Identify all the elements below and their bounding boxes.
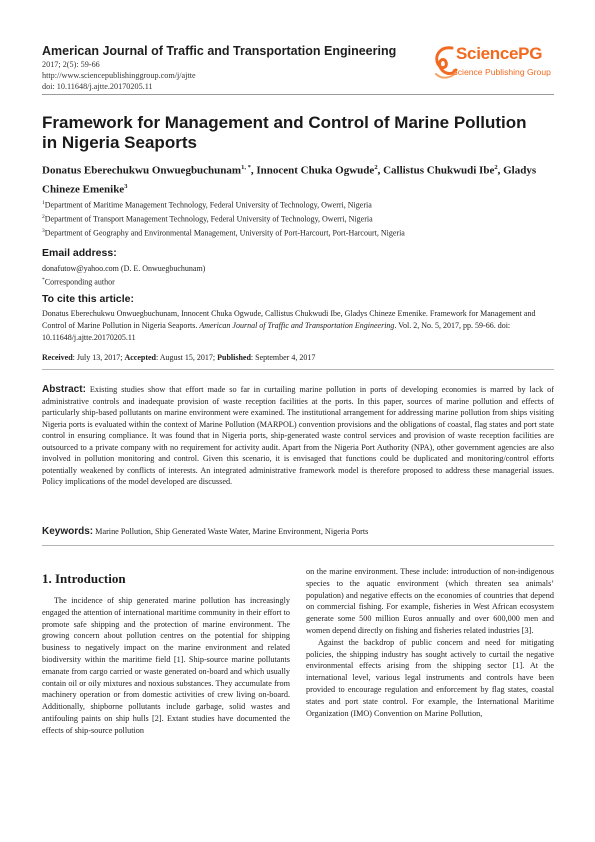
author-sup: 3 (124, 183, 128, 191)
affiliation: $^1$Department of Maritime Management Technology, Federal University of Technology, Owerri, Nigeria (42, 200, 372, 210)
abstract-label: Abstract: (42, 384, 86, 395)
keywords (42, 526, 554, 537)
keywords-text: Marine Pollution, Ship Generated Waste Water, Marine Environment, Nigeria Ports (95, 527, 369, 536)
logo-subtitle: Science Publishing Group (452, 67, 551, 77)
logo-name: SciencePG (456, 44, 543, 63)
journal-url[interactable]: http://www.sciencepublishinggroup.com/j/ajtte (42, 71, 196, 80)
intro-right-column (306, 566, 554, 719)
section-divider (42, 545, 554, 546)
author-list: Donatus Eberechukwu Onwuegbuchunam$^{1, *}$, Innocent Chuka Ogwude$^2$, Callistus Chukwudi Ibe$^2$, Gladys Chineze Emenike$^3$ (42, 164, 537, 196)
citation-journal: American Journal of Traffic and Transportation Engineering (199, 321, 395, 330)
author-name: Callistus Chukwudi Ibe (383, 164, 495, 177)
abstract-text: Existing studies show that effort made so far in curtailing marine pollution in ports of developing economies is marred by lack of administrative controls and inadequate provision of waste reception facilities at the ports. In this paper, sources of marine pollution and effects of particularly ship-based pollutants on marine environment were examined. The institutional arrangement for addressing marine pollution from ships visiting Nigeria ports is evaluated within the context of Marine Pollution (MARPOL) convention provisions and the obligations of coastal, flag states and port state control in ensuring compliance. It was found that in Nigeria ports, ship-generated waste control services and provision of waste reception facilities are outsourced to a private company with no requirement for activity audit. Apart from the Nigeria Port Authority (NPA), other government agencies are also involved in pollution monitoring and control. Given this scenario, it is envisaged that functions could be duplicated and monitoring/control efforts potentially weakened by conflicts of interests. An integrated administrative framework model is therefore proposed to address these managerial issues. Policy implications of the model developed are discussed. (42, 385, 555, 487)
keywords-label: Keywords: (42, 526, 94, 537)
paragraph: on the marine environment. These include: introduction of non-indigenous species to the aquatic environment (which threaten sea animals’ population) and negative effects on the economies of countries that depend on commercial fishing. For example, fisheries in West African ecosystem generate some 500 million Euros annually and over 600,000 men and women depend directly on fishing and fisheries related industries [3]. (306, 567, 554, 635)
author-name: Gladys Chineze Emenike (42, 164, 537, 196)
paragraph: The incidence of ship generated marine pollution has increasingly engaged the attention of international maritime community in their effort to promote safe shipping and the protection of marine environment. The growing concern about pollution centres on the potential for shipping business to negatively impact on the marine environment and related biodiversity within the maritime field [1]. Ship-source marine pollutants emanate from cargo carried or waste generated on-board and which usually contain oil or oily mixtures and noxious substances. They accumulate from machinery operation or from domestic activities of crew living on-board. Additionally, shipborne pollutants include garbage, solid wastes and antifouling paints on ship hulls [2]. Extant studies have documented the effects of ship-source pollution (42, 596, 290, 735)
header-divider (42, 94, 554, 95)
email-heading: Email address: (42, 247, 117, 259)
cite-heading: To cite this article: (42, 293, 134, 305)
author-sup: 1, * (241, 164, 251, 171)
citation-text: Donatus Eberechukwu Onwuegbuchunam, Innocent Chuka Ogwude, Callistus Chukwudi Ibe, Gladys Chineze Emenike. Framework for Management and Control of Marine Pollution in Nigeria Seaports. American Journal of Traffic and Transportation Engineering. Vol. 2, No. 5, 2017, pp. 59-66. doi: 10.11648/j.ajtte.20170205.11 (42, 309, 536, 342)
intro-heading: 1. Introduction (42, 571, 126, 586)
abstract (42, 384, 554, 488)
publication-dates: Received: July 13, 2017; Accepted: August 15, 2017; Published: September 4, 2017 (42, 353, 316, 362)
volume-line: 2017; 2(5): 59-66 (42, 60, 100, 69)
author-sup: 2 (494, 164, 498, 171)
affiliation: $^2$Department of Transport Management Technology, Federal University of Technology, Owerri, Nigeria (42, 214, 373, 224)
paper-title: Framework for Management and Control of Marine Pollution in Nigeria Seaports (42, 113, 527, 152)
section-divider (42, 369, 554, 370)
sciencepg-logo (432, 44, 560, 90)
author-sup: 2 (374, 164, 378, 171)
corresponding-author: *Corresponding author (42, 277, 115, 287)
doi-line[interactable]: doi: 10.11648/j.ajtte.20170205.11 (42, 82, 153, 91)
affiliation: $^3$Department of Geography and Environmental Management, University of Port-Harcourt, Port-Harcourt, Nigeria (42, 228, 405, 238)
intro-left-column (42, 595, 290, 737)
paragraph: Against the backdrop of public concern and need for mitigating policies, the shipping industry has sought actively to curtail the negative environmental effects arising from the shipping sector [1]. At the international level, various legal instruments and controls have been provided to encourage regulation and enforcement by flag states, coastal states and port state control. For example, the International Maritime Organization (IMO) Convention on Marine Pollution, (306, 637, 554, 718)
journal-name: American Journal of Traffic and Transportation Engineering (42, 44, 397, 58)
author-name: Donatus Eberechukwu Onwuegbuchunam (42, 164, 242, 177)
email-address[interactable]: donafutow@yahoo.com (D. E. Onwuegbuchunam) (42, 264, 206, 273)
author-name: Innocent Chuka Ogwude (256, 164, 375, 177)
